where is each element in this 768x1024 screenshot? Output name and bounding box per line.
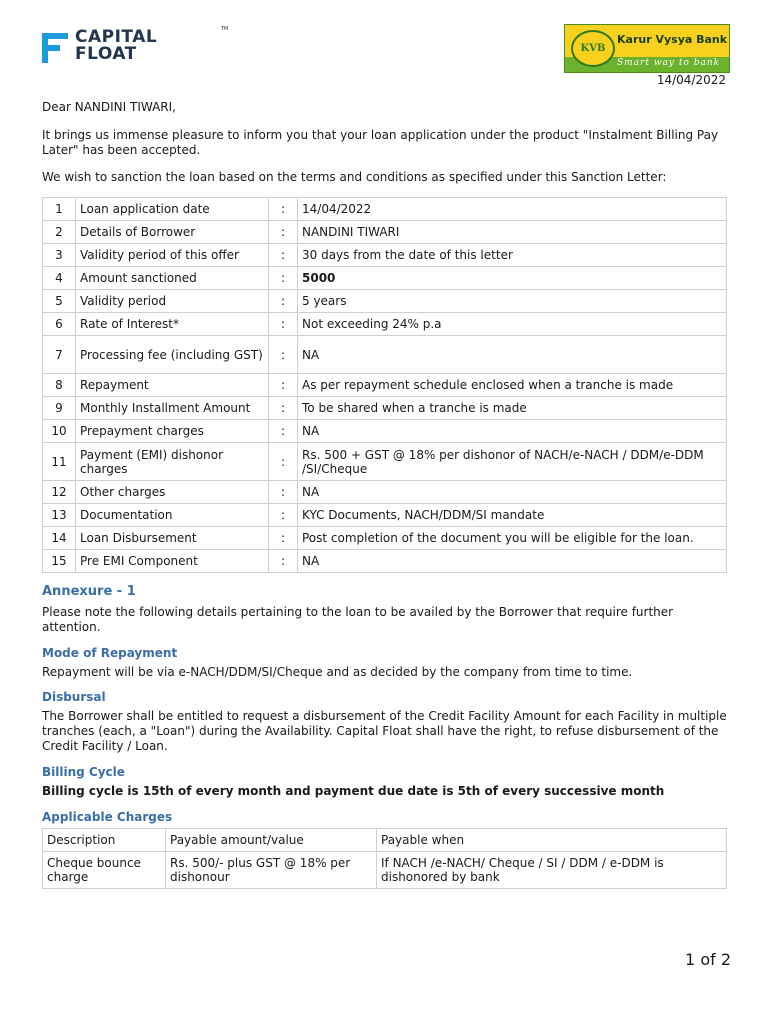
table-row (43, 852, 727, 889)
row-separator: : (269, 397, 298, 420)
row-label: Payment (EMI) dishonor charges (76, 443, 269, 481)
annexure-title: Annexure - 1 (42, 584, 136, 599)
row-number: 12 (43, 481, 76, 504)
row-label: Amount sanctioned (76, 267, 269, 290)
row-label: Loan Disbursement (76, 527, 269, 550)
intro-paragraph: It brings us immense pleasure to inform you that your loan application under the product "Instalment Billing Pay Later" has been accepted. (42, 128, 719, 157)
billing-cycle-text: Billing cycle is 15th of every month and payment due date is 5th of every successive month (42, 784, 665, 798)
row-label: Validity period (76, 290, 269, 313)
charge-description: Cheque bounce charge (43, 852, 166, 889)
row-number: 8 (43, 374, 76, 397)
row-value: 30 days from the date of this letter (298, 244, 727, 267)
capital-float-logo-mark (42, 27, 68, 65)
row-label: Documentation (76, 504, 269, 527)
row-separator: : (269, 267, 298, 290)
page-number: 1 of 2 (685, 950, 731, 969)
annexure-intro: Please note the following details pertaining to the loan to be availed by the Borrower that require further attention. (42, 605, 674, 634)
row-separator: : (269, 198, 298, 221)
row-label: Monthly Installment Amount (76, 397, 269, 420)
row-separator: : (269, 374, 298, 397)
row-number: 11 (43, 443, 76, 481)
billing-cycle-heading: Billing Cycle (42, 765, 125, 779)
table-row (43, 267, 727, 290)
row-separator: : (269, 504, 298, 527)
row-value: Not exceeding 24% p.a (298, 313, 727, 336)
charge-amount: Rs. 500/- plus GST @ 18% per dishonour (166, 852, 377, 889)
row-value: NA (298, 336, 727, 374)
row-separator: : (269, 336, 298, 374)
row-separator: : (269, 244, 298, 267)
row-label: Prepayment charges (76, 420, 269, 443)
row-number: 6 (43, 313, 76, 336)
row-label: Other charges (76, 481, 269, 504)
header-description: Description (43, 829, 166, 852)
row-label: Processing fee (including GST) (76, 336, 269, 374)
table-row (43, 504, 727, 527)
disbursal-heading: Disbursal (42, 690, 106, 704)
kvb-logo (564, 24, 730, 73)
mode-of-repayment-heading: Mode of Repayment (42, 646, 178, 660)
row-separator: : (269, 290, 298, 313)
row-separator: : (269, 481, 298, 504)
mode-of-repayment-text: Repayment will be via e-NACH/DDM/SI/Cheque and as decided by the company from time to time. (42, 665, 633, 679)
row-value: NA (298, 420, 727, 443)
table-row (43, 481, 727, 504)
capital-float-logo-tm: TM (221, 26, 229, 32)
table-row (43, 313, 727, 336)
row-value: Rs. 500 + GST @ 18% per dishonor of NACH/e-NACH / DDM/e-DDM /SI/Cheque (298, 443, 727, 481)
table-row (43, 221, 727, 244)
row-separator: : (269, 420, 298, 443)
table-row (43, 290, 727, 313)
header-payable-when: Payable when (377, 829, 727, 852)
row-number: 13 (43, 504, 76, 527)
charge-when: If NACH /e-NACH/ Cheque / SI / DDM / e-DDM is dishonored by bank (377, 852, 727, 889)
row-number: 1 (43, 198, 76, 221)
row-separator: : (269, 527, 298, 550)
table-row (43, 336, 727, 374)
row-value: NA (298, 481, 727, 504)
row-number: 14 (43, 527, 76, 550)
greeting: Dear NANDINI TIWARI, (42, 100, 176, 114)
table-row (43, 198, 727, 221)
row-label: Details of Borrower (76, 221, 269, 244)
row-label: Repayment (76, 374, 269, 397)
letter-date: 14/04/2022 (656, 73, 726, 87)
row-value: NA (298, 550, 727, 573)
row-value: 14/04/2022 (298, 198, 727, 221)
table-row (43, 244, 727, 267)
row-number: 10 (43, 420, 76, 443)
row-value: 5 years (298, 290, 727, 313)
row-separator: : (269, 221, 298, 244)
sanction-paragraph: We wish to sanction the loan based on the terms and conditions as specified under this Sanction Letter: (42, 170, 667, 184)
row-value: 5000 (298, 267, 727, 290)
row-separator: : (269, 550, 298, 573)
row-number: 7 (43, 336, 76, 374)
capital-float-logo (42, 26, 229, 65)
table-row (43, 420, 727, 443)
row-label: Validity period of this offer (76, 244, 269, 267)
kvb-tagline: Smart way to bank (617, 58, 721, 68)
sanction-terms-table (42, 197, 727, 573)
applicable-charges-table (42, 828, 727, 889)
disbursal-text: The Borrower shall be entitled to request a disbursement of the Credit Facility Amount for each Facility in multiple tranches (each, a "Loan") during the Availability. Capital Float shall have the right, to refuse disbursement of the Credit Facility / Loan. (42, 709, 727, 753)
row-number: 2 (43, 221, 76, 244)
row-value: To be shared when a tranche is made (298, 397, 727, 420)
row-number: 9 (43, 397, 76, 420)
kvb-badge: KVB (571, 30, 615, 67)
row-value: KYC Documents, NACH/DDM/SI mandate (298, 504, 727, 527)
row-value: Post completion of the document you will be eligible for the loan. (298, 527, 727, 550)
table-row (43, 527, 727, 550)
table-row (43, 374, 727, 397)
row-value: NANDINI TIWARI (298, 221, 727, 244)
table-row (43, 443, 727, 481)
capital-float-logo-line2: FLOAT (75, 44, 137, 64)
kvb-name: Karur Vysya Bank (617, 33, 728, 46)
row-label: Loan application date (76, 198, 269, 221)
table-row (43, 397, 727, 420)
row-number: 4 (43, 267, 76, 290)
table-row (43, 550, 727, 573)
row-number: 15 (43, 550, 76, 573)
row-value: As per repayment schedule enclosed when a tranche is made (298, 374, 727, 397)
row-label: Pre EMI Component (76, 550, 269, 573)
header-payable-amount: Payable amount/value (166, 829, 377, 852)
row-label: Rate of Interest* (76, 313, 269, 336)
applicable-charges-heading: Applicable Charges (42, 810, 173, 824)
capital-float-logo-line1: CAPITAL (75, 27, 158, 47)
row-number: 5 (43, 290, 76, 313)
row-separator: : (269, 313, 298, 336)
table-header-row (43, 829, 727, 852)
row-number: 3 (43, 244, 76, 267)
row-separator: : (269, 443, 298, 481)
